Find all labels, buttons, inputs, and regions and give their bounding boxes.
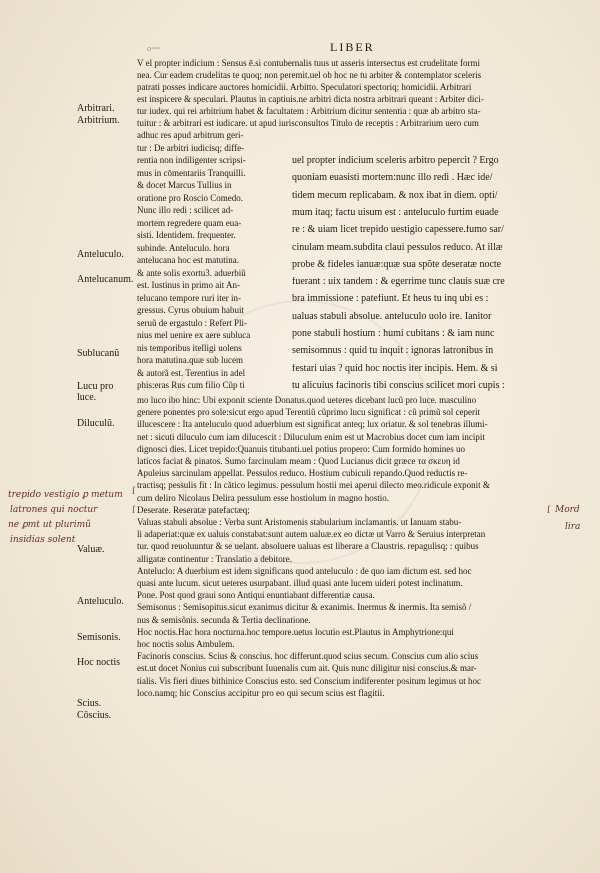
text-line: quasi ante lucum. sicut ueteres usurpabant. illud quasi ante lucem uideri potest inclinatum.: [137, 579, 463, 588]
page-header: LIBER: [330, 40, 375, 54]
text-line: tu alicuius facinoris tibi conscius scilicet mori cupis :: [292, 380, 505, 391]
text-line: mo luco ibo hinc: Ubi exponit sciente Donatus.quod ueteres dicebant lucũ pro luce. masculino: [137, 396, 477, 405]
handwritten-note-line-1: trepido vestigio ꝑ metum: [8, 490, 123, 500]
handwritten-note-line-4: insidias solent: [10, 535, 76, 545]
text-line: hora matutina.quæ sub lucem: [137, 356, 243, 365]
text-line: cinulam meam.subdita claui pessulos reduco. At illæ: [292, 242, 503, 253]
text-line: illucescere : Ita anteluculo quod aduerbium est significat anteq; lux oriatur. & sol tenebras illumi-: [137, 420, 488, 430]
text-line: Nunc illo redi : scilicet ad-: [137, 206, 234, 215]
text-line: Anteluclo: A duerbium est idem significans quod anteluculo : de quo iam dictum est. sed hoc: [137, 566, 472, 576]
text-line: Hoc noctis.Hac hora nocturna.hoc tempore.uetus locutio est.Plautus in Amphytrione:qui: [137, 627, 454, 637]
text-line: semisomnus : quid tu inquit : ignoras latronibus in: [292, 346, 494, 357]
text-line: Deserate. Reseratæ patefactæq;: [137, 505, 250, 515]
margin-note: Diluculũ.: [77, 418, 115, 429]
text-line: alligatæ continentur : Translatio a debitore.: [137, 554, 292, 564]
text-line: pone stabuli hostium : humi cubitans : & iam nunc: [292, 329, 495, 339]
text-line: & autorã est. Terentius in adel: [137, 368, 246, 378]
text-line: tractisq; pessulis fit : In cătico legimus. pessulum hostii mei aperui dilecto meo.ridicule exponit &: [137, 481, 490, 491]
text-line: tur. quod reuoluuntur & se uelant. absoluere ualuas est liberare a Claustris. repagulisq; : quibus: [137, 542, 479, 552]
text-line: antelucana hoc est matutina.: [137, 256, 239, 265]
handwritten-note-line-2: latrones qui noctur: [10, 505, 98, 515]
text-line: loco.namq; hic Conscius accipitur pro eo qui secum scius est flagitii.: [137, 688, 385, 698]
margin-note: Semisonis.: [77, 632, 121, 643]
text-line: gressus. Cyrus obuium habuit: [137, 306, 244, 315]
text-line: fuerant : uix tandem : & egerrime tunc clauis suæ cre: [292, 277, 505, 288]
text-line: oratione pro Roscio Comedo.: [137, 193, 243, 203]
margin-tick-mark: ſ: [547, 505, 550, 516]
margin-note: Sublucanũ: [77, 348, 120, 359]
text-line: est inspicere & speculari. Plautus in captiuis.ne arbitri dicta nostra arbitrari queant : Arbiter dici-: [137, 95, 484, 104]
margin-note: Valuæ.: [77, 544, 105, 555]
text-line: phis:eras Rus cum filio Cũp ti: [137, 381, 245, 390]
text-line: genere ponentes pro sole:sicut ergo apud Terentiũ cũprimo lucu significat : cũ primũ sol ceperit: [137, 408, 480, 418]
handwritten-right-note-2: lira: [565, 522, 581, 532]
text-line: laticos faciat & pinatos. Sumo farcinulam meam : Quod Lucianus dicit græce τα σκευη id: [137, 457, 460, 466]
text-line: tuitur : & arbitrari est iudicare. ut apud iurisconsultos Titulo de receptis : Arbitrarium uero cum: [137, 119, 479, 128]
text-line: cum deliro Nicolaus Delira pessulum esse hostiolum in magno hostio.: [137, 493, 389, 503]
text-line: Pone. Post quod graui sono Antiqui enuntiabant differentiæ causa.: [137, 591, 375, 601]
text-line: adhuc res apud arbitrum geri-: [137, 131, 244, 140]
text-line: re : & uiam licet trepido uestigio capessere.fumo sar/: [292, 225, 504, 236]
handwritten-note-line-3: ne ꝑmt ut plurimũ: [8, 520, 91, 530]
text-line: patrati posses indicare auctores homicidii. Arbitto. Speculatori spectoriq; homicidii. Arbitrari: [137, 83, 472, 92]
text-line: mus in cōmentariis Tranquilli.: [137, 168, 246, 178]
text-line: dignosci dies. Licet trepido:Quanuis titubanti.uel potius propero: Cum formido homines uo: [137, 444, 465, 454]
text-line: tidem mecum replicabam. & nox ibat in diem. opti/: [292, 190, 498, 201]
text-line: & docet Marcus Tullius in: [137, 181, 232, 190]
text-line: quoniam euasisti mortem:nunc illo redi . Hæc ide/: [292, 173, 493, 184]
margin-note: Arbitrari.: [77, 103, 115, 114]
text-line: bra immissione : patefiunt. Et heus tu inq ubi es :: [292, 294, 489, 305]
text-line: li adaperiat:quæ ex ualuis constabat:sunt autem ualuæ.ex eo dictæ ut Varro & Seruius interpretan: [137, 530, 486, 540]
margin-note: Lucu pro luce.: [77, 381, 114, 403]
text-line: mortem regredere quam eua-: [137, 218, 242, 228]
text-line: telucano tempore ruri iter in-: [137, 293, 241, 303]
margin-note: Scius.: [77, 698, 102, 709]
text-line: festari uias ? quid hoc noctis iter incipis. Hem. & si: [292, 363, 498, 374]
text-line: uel propter indicium sceleris arbitro pepercit ? Ergo: [292, 156, 499, 166]
text-line: est.ut docet Nonius cui subscribunt Iuuenalis cum ait. Quis nunc diligitur nisi conscius.& mar-: [137, 664, 477, 674]
text-line: V el propter indicium : Sensus ē.si contubernalis tuus ut asseris intersectus est crudelitate formi: [137, 59, 481, 68]
text-line: subinde. Anteluculo. hora: [137, 243, 230, 253]
text-line: Apuleius sarcinulam appellat. Pessulos reduco. Hostium cubiculi repando.Quod reductis re-: [137, 469, 468, 479]
text-line: probe & fideles ianuæ:quæ sua spõte deseratæ noctе: [292, 259, 502, 270]
text-line: nea. Cur eadem crudelitas te quoq; non peremit.uel ob hoc ne tu arbiter & contemplator sceleris: [137, 71, 482, 80]
text-line: nus & semisõnis. secunda & Tertia declinatione.: [137, 615, 311, 625]
text-line: rentia non indiligenter scripsi-: [137, 156, 246, 165]
text-line: ualuas stabuli absolue. anteluculo uolo ire. Ianitor: [292, 311, 492, 322]
text-line: mum itaq; factu uisum est : anteluculo furtim euade: [292, 207, 499, 218]
text-line: nis temporibus itelligi uolens: [137, 343, 242, 353]
text-line: seruũ de ergastulo : Refert Pli-: [137, 318, 248, 328]
text-line: Valuas stabuli absolue : Verba sunt Aristomenis stabularium inclamantis. ut Ianuam stabu-: [137, 518, 462, 527]
text-line: tialis. Vis fieri diues bithinice Conscius esto. sed Conscium indiferenter positum legimus ut hoc: [137, 676, 481, 686]
margin-note: Antelucanum.: [77, 274, 134, 285]
margin-note: Hoc noctis: [77, 657, 121, 668]
text-line: tur iudex. qui rei arbitrium habet & facultatem : Arbitrium dicitur sententia : quæ ab arbitro sta-: [137, 107, 481, 116]
handwritten-right-note-1: Mord: [555, 505, 580, 515]
margin-tick-mark: ſ: [132, 486, 135, 497]
text-line: Semisonus : Semisopitus.sicut exanimus dicitur & exanimis. Inermus & inermis. Ita semisõ /: [137, 603, 472, 613]
text-line: & ante solis exortu3. aduerbiũ: [137, 268, 246, 278]
text-line: hoc noctis solus Ambulem.: [137, 640, 235, 649]
text-line: est. Iustinus in primo ait An-: [137, 281, 240, 290]
text-line: Facinoris conscius. Scius & conscius. hoc differunt.quod scius secum. Conscius cum alio scius: [137, 652, 479, 662]
text-line: nius mel uenire ex aere sublucа: [137, 331, 251, 340]
margin-note: Cōscius.: [77, 710, 112, 721]
margin-note: Anteluculo.: [77, 249, 124, 260]
text-line: sisti. Identidem. frequenter.: [137, 231, 236, 240]
margin-tick-mark: ſ: [132, 505, 135, 516]
folio-mark: o==: [147, 44, 161, 53]
margin-note: Arbitrium.: [77, 115, 120, 126]
text-line: tur : De arbitri iudicisq; diffe-: [137, 143, 245, 153]
text-line: net : sicuti diluculo cum iam dilucescit : Diluculum enim est ut Macrobius docet cum iam incipit: [137, 432, 485, 442]
margin-note: Anteluculo.: [77, 596, 124, 607]
